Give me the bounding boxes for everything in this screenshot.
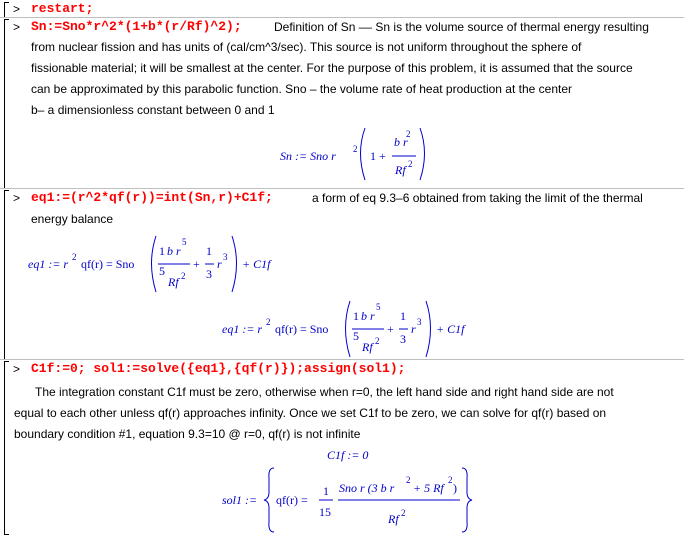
comment-line: The integration constant C1f must be zero, otherwise when r=0, the left hand side and right hand side are not: [35, 385, 614, 399]
eq1-lhs: eq1 := r: [28, 257, 69, 271]
exponent: 2: [353, 144, 358, 154]
right-paren: [420, 128, 425, 180]
five: 5: [353, 329, 359, 343]
numerator: b r: [394, 135, 408, 149]
right-brace: [462, 468, 472, 532]
right-paren: [426, 301, 431, 357]
denominator: Rf: [395, 163, 406, 177]
eq1-output-math-left: [28, 228, 288, 298]
left-paren: [361, 128, 366, 180]
group-divider: [0, 359, 684, 360]
eq1-output-math-centered: [222, 293, 482, 363]
input-prompt: >: [13, 2, 21, 16]
numerator-part-b: + 5 Rf: [413, 481, 444, 495]
three: 3: [206, 267, 212, 281]
exponent: 5: [182, 237, 187, 247]
left-paren: [346, 301, 351, 357]
comment-line: b– a dimensionless constant between 0 and 1: [31, 103, 275, 117]
close-paren: ): [453, 481, 457, 495]
sn-output-math: [270, 120, 430, 186]
comment-line: can be approximated by this parabolic function. Sno – the volume rate of heat production at the center: [31, 82, 573, 96]
input-prompt: >: [13, 20, 21, 34]
sol1-lhs: sol1 :=: [222, 493, 258, 507]
fifteen: 15: [319, 505, 331, 519]
exponent: 2: [406, 475, 411, 485]
input-prompt: >: [13, 191, 21, 205]
exponent: 2: [72, 252, 77, 262]
rf: Rf: [168, 275, 179, 289]
exponent: 2: [266, 317, 271, 327]
execution-group-bracket[interactable]: [4, 361, 9, 535]
sol1-output-math: [222, 464, 482, 534]
exponent: 2: [406, 129, 411, 139]
sn-definition-command[interactable]: Sn:=Sno*r^2*(1+b*(r/Rf)^2);: [31, 19, 242, 34]
input-prompt: >: [13, 362, 21, 376]
exponent: 3: [417, 317, 422, 327]
denominator: Rf: [388, 512, 399, 526]
plus-c1f: + C1f: [436, 322, 465, 336]
qf-expression: qf(r) = Sno: [275, 322, 329, 336]
plus-c1f: + C1f: [242, 257, 271, 271]
comment-line: energy balance: [31, 212, 114, 226]
exponent: 5: [376, 302, 381, 312]
one: 1: [159, 244, 165, 258]
execution-group-bracket[interactable]: [4, 2, 9, 18]
five: 5: [159, 264, 165, 278]
left-paren: [152, 236, 157, 292]
eq1-lhs: eq1 := r: [222, 322, 263, 336]
restart-command[interactable]: restart;: [31, 1, 94, 16]
comment-line: from nuclear fission and has units of (cal/cm^3/sec). This source is not uniform throughout the sphere of: [31, 40, 582, 54]
c1f-output: C1f := 0: [327, 448, 369, 462]
r: r: [411, 322, 416, 336]
left-brace: [264, 468, 274, 532]
one-plus: 1 +: [370, 149, 386, 163]
eq1-command[interactable]: eq1:=(r^2*qf(r))=int(Sn,r)+C1f;: [31, 190, 273, 205]
right-paren: [232, 236, 237, 292]
sn-lhs: Sn := Sno r: [280, 149, 336, 163]
qf-equals: qf(r) =: [276, 493, 308, 507]
execution-group-bracket[interactable]: [4, 19, 9, 189]
exponent: 2: [448, 475, 453, 485]
comment-line: fissionable material; it will be smallest at the center. For the purpose of this problem, it is assumed that the source: [31, 61, 633, 75]
exponent: 2: [181, 271, 186, 281]
qf-expression: qf(r) = Sno: [81, 257, 135, 271]
comment-line: a form of eq 9.3–6 obtained from taking the limit of the thermal: [312, 191, 643, 205]
exponent: 2: [375, 336, 380, 346]
one: 1: [400, 309, 406, 323]
execution-group-bracket[interactable]: [4, 190, 9, 360]
exponent: 2: [408, 159, 413, 169]
plus: +: [193, 257, 200, 271]
numerator-part-a: Sno r (3 b r: [339, 481, 395, 495]
solve-command[interactable]: C1f:=0; sol1:=solve({eq1},{qf(r)});assign(sol1);: [31, 361, 406, 376]
group-divider: [0, 188, 684, 189]
exponent: 2: [401, 508, 406, 518]
b-r: b r: [167, 244, 181, 258]
exponent: 3: [223, 252, 228, 262]
r: r: [217, 257, 222, 271]
one: 1: [353, 309, 359, 323]
three: 3: [400, 332, 406, 346]
b-r: b r: [361, 309, 375, 323]
comment-line: Definition of Sn –– Sn is the volume source of thermal energy resulting: [274, 20, 649, 34]
one: 1: [323, 484, 329, 498]
group-divider: [0, 17, 684, 18]
rf: Rf: [362, 340, 373, 354]
one: 1: [206, 244, 212, 258]
comment-line: boundary condition #1, equation 9.3=10 @ r=0, qf(r) is not infinite: [14, 427, 361, 441]
plus: +: [387, 322, 394, 336]
comment-line: equal to each other unless qf(r) approaches infinity. Once we set C1f to be zero, we can solve for qf(r) based on: [14, 406, 607, 420]
